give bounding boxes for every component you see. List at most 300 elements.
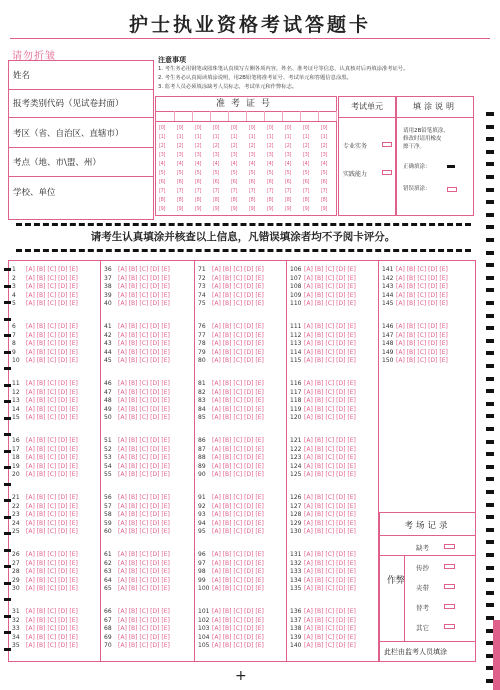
answer-bubbles[interactable]: [A] [B] [C] [D] [E] — [26, 454, 78, 462]
answer-bubbles[interactable]: [A] [B] [C] [D] [E] — [118, 511, 170, 519]
question-row[interactable] — [104, 471, 170, 478]
exam-number-bubble[interactable]: [2] — [213, 143, 220, 149]
answer-bubbles[interactable]: [A] [B] [C] [D] [E] — [118, 274, 170, 282]
answer-bubbles[interactable]: [A] [B] [C] [D] [E] — [118, 454, 170, 462]
question-row[interactable] — [104, 494, 170, 501]
question-row[interactable] — [12, 520, 78, 527]
exam-number-bubble[interactable]: [2] — [177, 143, 184, 149]
answer-bubbles[interactable]: [A] [B] [C] [D] [E] — [118, 348, 170, 356]
question-row[interactable] — [104, 520, 170, 527]
answer-bubbles[interactable]: [A] [B] [C] [D] [E] — [212, 291, 264, 299]
question-row[interactable] — [104, 551, 170, 558]
exam-number-bubble[interactable]: [0] — [249, 125, 256, 131]
question-row[interactable] — [12, 266, 78, 273]
answer-bubbles[interactable]: [A] [B] [C] [D] [E] — [304, 331, 356, 339]
answer-bubbles[interactable]: [A] [B] [C] [D] [E] — [26, 608, 78, 615]
question-row[interactable] — [12, 406, 78, 413]
absent-bubble[interactable] — [444, 544, 455, 549]
question-row[interactable] — [290, 446, 356, 453]
answer-bubbles[interactable]: [A] [B] [C] [D] [E] — [212, 331, 264, 339]
question-row[interactable] — [104, 634, 170, 641]
question-row[interactable] — [12, 323, 78, 330]
answer-bubbles[interactable]: [A] [B] [C] [D] [E] — [118, 380, 170, 387]
exam-number-bubble[interactable]: [9] — [267, 206, 274, 212]
answer-bubbles[interactable]: [A] [B] [C] [D] [E] — [304, 291, 356, 299]
answer-bubbles[interactable]: [A] [B] [C] [D] [E] — [304, 633, 356, 641]
answer-bubbles[interactable]: [A] [B] [C] [D] [E] — [304, 528, 356, 536]
question-row[interactable] — [382, 275, 448, 282]
question-row[interactable] — [104, 292, 170, 299]
question-row[interactable] — [12, 608, 78, 615]
answer-bubbles[interactable]: [A] [B] [C] [D] [E] — [304, 502, 356, 510]
question-row[interactable] — [198, 608, 264, 615]
question-row[interactable] — [198, 454, 264, 461]
question-row[interactable] — [290, 357, 356, 364]
answer-bubbles[interactable]: [A] [B] [C] [D] [E] — [304, 397, 356, 405]
answer-bubbles[interactable]: [A] [B] [C] [D] [E] — [396, 323, 448, 330]
question-row[interactable] — [382, 357, 448, 364]
exam-number-bubble[interactable]: [3] — [303, 152, 310, 158]
answer-bubbles[interactable]: [A] [B] [C] [D] [E] — [304, 559, 356, 567]
answer-bubbles[interactable]: [A] [B] [C] [D] [E] — [26, 283, 78, 291]
answer-bubbles[interactable]: [A] [B] [C] [D] [E] — [26, 576, 78, 584]
exam-number-bubble[interactable]: [2] — [195, 143, 202, 149]
question-row[interactable] — [290, 503, 356, 510]
question-row[interactable] — [12, 300, 78, 307]
exam-number-bubble[interactable]: [5] — [267, 170, 274, 176]
answer-bubbles[interactable]: [A] [B] [C] [D] [E] — [26, 388, 78, 396]
question-row[interactable] — [198, 380, 264, 387]
answer-bubbles[interactable]: [A] [B] [C] [D] [E] — [212, 445, 264, 453]
answer-bubbles[interactable]: [A] [B] [C] [D] [E] — [304, 348, 356, 356]
answer-bubbles[interactable]: [A] [B] [C] [D] [E] — [26, 397, 78, 405]
answer-bubbles[interactable]: [A] [B] [C] [D] [E] — [396, 283, 448, 291]
exam-number-bubble[interactable]: [1] — [249, 134, 256, 140]
question-row[interactable] — [290, 300, 356, 307]
question-row[interactable] — [104, 463, 170, 470]
question-row[interactable] — [290, 634, 356, 641]
question-row[interactable] — [290, 528, 356, 535]
answer-bubbles[interactable]: [A] [B] [C] [D] [E] — [26, 357, 78, 365]
question-row[interactable] — [290, 437, 356, 444]
cheat-notes-bubble[interactable] — [444, 584, 455, 589]
answer-bubbles[interactable]: [A] [B] [C] [D] [E] — [212, 274, 264, 282]
question-row[interactable] — [290, 511, 356, 518]
answer-bubbles[interactable]: [A] [B] [C] [D] [E] — [304, 266, 356, 273]
answer-bubbles[interactable]: [A] [B] [C] [D] [E] — [304, 551, 356, 558]
question-row[interactable] — [12, 437, 78, 444]
exam-number-bubble[interactable]: [3] — [159, 152, 166, 158]
exam-number-cell[interactable] — [300, 111, 319, 121]
answer-bubbles[interactable]: [A] [B] [C] [D] [E] — [396, 340, 448, 348]
answer-bubbles[interactable]: [A] [B] [C] [D] [E] — [212, 454, 264, 462]
exam-number-cell[interactable] — [282, 111, 301, 121]
answer-bubbles[interactable]: [A] [B] [C] [D] [E] — [118, 445, 170, 453]
question-row[interactable] — [198, 577, 264, 584]
answer-bubbles[interactable]: [A] [B] [C] [D] [E] — [26, 340, 78, 348]
question-row[interactable] — [104, 332, 170, 339]
answer-bubbles[interactable]: [A] [B] [C] [D] [E] — [212, 568, 264, 576]
answer-bubbles[interactable]: [A] [B] [C] [D] [E] — [26, 462, 78, 470]
question-row[interactable] — [104, 349, 170, 356]
exam-number-bubble[interactable]: [8] — [303, 197, 310, 203]
question-row[interactable] — [198, 520, 264, 527]
exam-number-bubble[interactable]: [9] — [285, 206, 292, 212]
question-row[interactable] — [198, 349, 264, 356]
question-row[interactable] — [198, 283, 264, 290]
answer-bubbles[interactable]: [A] [B] [C] [D] [E] — [304, 323, 356, 330]
answer-bubbles[interactable]: [A] [B] [C] [D] [E] — [212, 462, 264, 470]
answer-bubbles[interactable]: [A] [B] [C] [D] [E] — [212, 437, 264, 444]
answer-bubbles[interactable]: [A] [B] [C] [D] [E] — [304, 380, 356, 387]
question-row[interactable] — [104, 503, 170, 510]
question-row[interactable] — [382, 340, 448, 347]
answer-bubbles[interactable]: [A] [B] [C] [D] [E] — [26, 502, 78, 510]
exam-number-bubble[interactable]: [8] — [177, 197, 184, 203]
exam-number-bubble[interactable]: [8] — [195, 197, 202, 203]
answer-bubbles[interactable]: [A] [B] [C] [D] [E] — [212, 414, 264, 422]
exam-number-bubble[interactable]: [6] — [159, 179, 166, 185]
exam-number-bubble[interactable]: [9] — [321, 206, 328, 212]
exam-number-bubble[interactable]: [3] — [249, 152, 256, 158]
exam-number-bubble[interactable]: [5] — [231, 170, 238, 176]
question-row[interactable] — [12, 397, 78, 404]
exam-number-bubble[interactable]: [5] — [159, 170, 166, 176]
exam-number-bubble[interactable]: [2] — [303, 143, 310, 149]
question-row[interactable] — [198, 625, 264, 632]
question-row[interactable] — [290, 577, 356, 584]
answer-bubbles[interactable]: [A] [B] [C] [D] [E] — [212, 625, 264, 633]
exam-number-bubble[interactable]: [2] — [249, 143, 256, 149]
answer-bubbles[interactable]: [A] [B] [C] [D] [E] — [118, 551, 170, 558]
cheat-substitute-bubble[interactable] — [444, 604, 455, 609]
answer-bubbles[interactable]: [A] [B] [C] [D] [E] — [396, 291, 448, 299]
question-row[interactable] — [198, 471, 264, 478]
question-row[interactable] — [104, 568, 170, 575]
question-row[interactable] — [198, 406, 264, 413]
exam-number-bubble[interactable]: [6] — [321, 179, 328, 185]
answer-bubbles[interactable]: [A] [B] [C] [D] [E] — [26, 300, 78, 308]
exam-number-bubble[interactable]: [6] — [177, 179, 184, 185]
exam-number-bubble[interactable]: [5] — [321, 170, 328, 176]
answer-bubbles[interactable]: [A] [B] [C] [D] [E] — [26, 274, 78, 282]
answer-bubbles[interactable]: [A] [B] [C] [D] [E] — [26, 437, 78, 444]
question-row[interactable] — [198, 292, 264, 299]
exam-number-bubble[interactable]: [2] — [231, 143, 238, 149]
answer-bubbles[interactable]: [A] [B] [C] [D] [E] — [212, 300, 264, 308]
answer-bubbles[interactable]: [A] [B] [C] [D] [E] — [212, 357, 264, 365]
answer-bubbles[interactable]: [A] [B] [C] [D] [E] — [396, 300, 448, 308]
question-row[interactable] — [104, 266, 170, 273]
exam-number-bubble[interactable]: [4] — [267, 161, 274, 167]
question-row[interactable] — [104, 617, 170, 624]
question-row[interactable] — [104, 511, 170, 518]
question-row[interactable] — [382, 300, 448, 307]
answer-bubbles[interactable]: [A] [B] [C] [D] [E] — [212, 519, 264, 527]
exam-number-bubble[interactable]: [9] — [249, 206, 256, 212]
answer-bubbles[interactable]: [A] [B] [C] [D] [E] — [118, 585, 170, 593]
answer-bubbles[interactable]: [A] [B] [C] [D] [E] — [26, 471, 78, 479]
answer-bubbles[interactable]: [A] [B] [C] [D] [E] — [26, 511, 78, 519]
question-row[interactable] — [198, 397, 264, 404]
exam-number-bubble[interactable]: [9] — [195, 206, 202, 212]
question-row[interactable] — [12, 340, 78, 347]
answer-bubbles[interactable]: [A] [B] [C] [D] [E] — [118, 462, 170, 470]
exam-number-bubble[interactable]: [4] — [321, 161, 328, 167]
exam-number-bubble[interactable]: [1] — [195, 134, 202, 140]
answer-bubbles[interactable]: [A] [B] [C] [D] [E] — [26, 331, 78, 339]
question-row[interactable] — [104, 560, 170, 567]
exam-number-bubble[interactable]: [5] — [177, 170, 184, 176]
question-row[interactable] — [104, 446, 170, 453]
exam-number-bubble[interactable]: [8] — [285, 197, 292, 203]
question-row[interactable] — [12, 332, 78, 339]
answer-bubbles[interactable]: [A] [B] [C] [D] [E] — [26, 616, 78, 624]
exam-number-bubble[interactable]: [4] — [285, 161, 292, 167]
exam-number-bubble[interactable]: [0] — [213, 125, 220, 131]
question-row[interactable] — [290, 283, 356, 290]
question-row[interactable] — [198, 642, 264, 649]
answer-bubbles[interactable]: [A] [B] [C] [D] [E] — [212, 511, 264, 519]
question-row[interactable] — [198, 323, 264, 330]
unit-professional-bubble[interactable] — [382, 142, 392, 147]
question-row[interactable] — [104, 625, 170, 632]
exam-number-bubble[interactable]: [8] — [231, 197, 238, 203]
question-row[interactable] — [290, 349, 356, 356]
answer-bubbles[interactable]: [A] [B] [C] [D] [E] — [26, 568, 78, 576]
answer-bubbles[interactable]: [A] [B] [C] [D] [E] — [212, 585, 264, 593]
answer-bubbles[interactable]: [A] [B] [C] [D] [E] — [26, 323, 78, 330]
answer-bubbles[interactable]: [A] [B] [C] [D] [E] — [304, 454, 356, 462]
exam-number-bubble[interactable]: [1] — [231, 134, 238, 140]
exam-number-bubble[interactable]: [1] — [177, 134, 184, 140]
question-row[interactable] — [12, 414, 78, 421]
answer-bubbles[interactable]: [A] [B] [C] [D] [E] — [118, 266, 170, 273]
answer-bubbles[interactable]: [A] [B] [C] [D] [E] — [212, 323, 264, 330]
exam-number-bubble[interactable]: [4] — [159, 161, 166, 167]
answer-bubbles[interactable]: [A] [B] [C] [D] [E] — [304, 519, 356, 527]
answer-bubbles[interactable]: [A] [B] [C] [D] [E] — [304, 576, 356, 584]
exam-number-bubble[interactable]: [8] — [159, 197, 166, 203]
question-row[interactable] — [104, 437, 170, 444]
answer-bubbles[interactable]: [A] [B] [C] [D] [E] — [26, 405, 78, 413]
exam-number-bubble[interactable]: [0] — [231, 125, 238, 131]
question-row[interactable] — [12, 494, 78, 501]
question-row[interactable] — [12, 283, 78, 290]
question-row[interactable] — [12, 463, 78, 470]
exam-number-bubble[interactable]: [0] — [159, 125, 166, 131]
exam-number-bubble[interactable]: [2] — [159, 143, 166, 149]
question-row[interactable] — [198, 332, 264, 339]
question-row[interactable] — [104, 323, 170, 330]
exam-number-bubble[interactable]: [6] — [249, 179, 256, 185]
question-row[interactable] — [12, 511, 78, 518]
question-row[interactable] — [104, 577, 170, 584]
exam-number-bubble[interactable]: [9] — [159, 206, 166, 212]
question-row[interactable] — [104, 300, 170, 307]
answer-bubbles[interactable]: [A] [B] [C] [D] [E] — [118, 414, 170, 422]
answer-bubbles[interactable]: [A] [B] [C] [D] [E] — [26, 414, 78, 422]
question-row[interactable] — [198, 275, 264, 282]
exam-number-bubble[interactable]: [8] — [267, 197, 274, 203]
question-row[interactable] — [198, 528, 264, 535]
exam-number-bubble[interactable]: [9] — [231, 206, 238, 212]
question-row[interactable] — [382, 266, 448, 273]
question-row[interactable] — [198, 266, 264, 273]
answer-bubbles[interactable]: [A] [B] [C] [D] [E] — [396, 274, 448, 282]
answer-bubbles[interactable]: [A] [B] [C] [D] [E] — [212, 608, 264, 615]
answer-bubbles[interactable]: [A] [B] [C] [D] [E] — [118, 323, 170, 330]
question-row[interactable] — [104, 528, 170, 535]
question-row[interactable] — [382, 283, 448, 290]
exam-number-bubble[interactable]: [6] — [231, 179, 238, 185]
question-row[interactable] — [198, 437, 264, 444]
question-row[interactable] — [198, 511, 264, 518]
answer-bubbles[interactable]: [A] [B] [C] [D] [E] — [396, 266, 448, 273]
answer-bubbles[interactable]: [A] [B] [C] [D] [E] — [26, 380, 78, 387]
question-row[interactable] — [12, 560, 78, 567]
question-row[interactable] — [104, 275, 170, 282]
question-row[interactable] — [12, 471, 78, 478]
cheat-other-bubble[interactable] — [444, 624, 455, 629]
exam-number-bubble[interactable]: [3] — [177, 152, 184, 158]
question-row[interactable] — [198, 560, 264, 567]
answer-bubbles[interactable]: [A] [B] [C] [D] [E] — [118, 471, 170, 479]
exam-number-bubble[interactable]: [7] — [267, 188, 274, 194]
question-row[interactable] — [290, 332, 356, 339]
exam-number-bubble[interactable]: [4] — [249, 161, 256, 167]
exam-number-bubble[interactable]: [7] — [285, 188, 292, 194]
answer-bubbles[interactable]: [A] [B] [C] [D] [E] — [212, 380, 264, 387]
question-row[interactable] — [198, 503, 264, 510]
answer-bubbles[interactable]: [A] [B] [C] [D] [E] — [26, 559, 78, 567]
question-row[interactable] — [290, 266, 356, 273]
question-row[interactable] — [290, 568, 356, 575]
answer-bubbles[interactable]: [A] [B] [C] [D] [E] — [304, 274, 356, 282]
question-row[interactable] — [290, 560, 356, 567]
question-row[interactable] — [198, 446, 264, 453]
question-row[interactable] — [12, 446, 78, 453]
exam-number-bubble[interactable]: [4] — [231, 161, 238, 167]
answer-bubbles[interactable]: [A] [B] [C] [D] [E] — [118, 397, 170, 405]
answer-bubbles[interactable]: [A] [B] [C] [D] [E] — [118, 528, 170, 536]
answer-bubbles[interactable]: [A] [B] [C] [D] [E] — [212, 502, 264, 510]
question-row[interactable] — [12, 577, 78, 584]
answer-bubbles[interactable]: [A] [B] [C] [D] [E] — [118, 519, 170, 527]
question-row[interactable] — [12, 380, 78, 387]
answer-bubbles[interactable]: [A] [B] [C] [D] [E] — [212, 388, 264, 396]
exam-number-bubble[interactable]: [7] — [213, 188, 220, 194]
cheat-copy-bubble[interactable] — [444, 564, 455, 569]
question-row[interactable] — [198, 617, 264, 624]
answer-bubbles[interactable]: [A] [B] [C] [D] [E] — [304, 437, 356, 444]
answer-bubbles[interactable]: [A] [B] [C] [D] [E] — [304, 616, 356, 624]
question-row[interactable] — [290, 454, 356, 461]
question-row[interactable] — [104, 642, 170, 649]
answer-bubbles[interactable]: [A] [B] [C] [D] [E] — [212, 528, 264, 536]
exam-number-bubble[interactable]: [5] — [195, 170, 202, 176]
exam-number-bubble[interactable]: [6] — [195, 179, 202, 185]
answer-bubbles[interactable]: [A] [B] [C] [D] [E] — [118, 568, 170, 576]
question-row[interactable] — [12, 454, 78, 461]
question-row[interactable] — [198, 414, 264, 421]
answer-bubbles[interactable]: [A] [B] [C] [D] [E] — [118, 357, 170, 365]
question-row[interactable] — [104, 283, 170, 290]
answer-bubbles[interactable]: [A] [B] [C] [D] [E] — [118, 576, 170, 584]
question-row[interactable] — [104, 380, 170, 387]
question-row[interactable] — [104, 389, 170, 396]
answer-bubbles[interactable]: [A] [B] [C] [D] [E] — [212, 348, 264, 356]
question-row[interactable] — [12, 357, 78, 364]
exam-number-bubble[interactable]: [2] — [285, 143, 292, 149]
exam-number-bubble[interactable]: [0] — [177, 125, 184, 131]
exam-number-cell[interactable] — [210, 111, 229, 121]
question-row[interactable] — [198, 300, 264, 307]
exam-number-bubble[interactable]: [1] — [321, 134, 328, 140]
answer-bubbles[interactable]: [A] [B] [C] [D] [E] — [212, 551, 264, 558]
question-row[interactable] — [290, 551, 356, 558]
question-row[interactable] — [12, 568, 78, 575]
answer-bubbles[interactable]: [A] [B] [C] [D] [E] — [212, 633, 264, 641]
answer-bubbles[interactable]: [A] [B] [C] [D] [E] — [212, 471, 264, 479]
answer-bubbles[interactable]: [A] [B] [C] [D] [E] — [26, 551, 78, 558]
question-row[interactable] — [198, 357, 264, 364]
exam-number-bubble[interactable]: [8] — [321, 197, 328, 203]
answer-bubbles[interactable]: [A] [B] [C] [D] [E] — [26, 642, 78, 650]
answer-bubbles[interactable]: [A] [B] [C] [D] [E] — [304, 445, 356, 453]
answer-bubbles[interactable]: [A] [B] [C] [D] [E] — [396, 331, 448, 339]
exam-number-cell[interactable] — [264, 111, 283, 121]
answer-bubbles[interactable]: [A] [B] [C] [D] [E] — [118, 502, 170, 510]
answer-bubbles[interactable]: [A] [B] [C] [D] [E] — [304, 494, 356, 501]
answer-bubbles[interactable]: [A] [B] [C] [D] [E] — [26, 633, 78, 641]
question-row[interactable] — [290, 406, 356, 413]
question-row[interactable] — [12, 642, 78, 649]
exam-number-bubble[interactable]: [3] — [231, 152, 238, 158]
exam-number-bubble[interactable]: [6] — [213, 179, 220, 185]
question-row[interactable] — [104, 414, 170, 421]
exam-number-bubble[interactable]: [8] — [213, 197, 220, 203]
exam-number-bubble[interactable]: [4] — [303, 161, 310, 167]
exam-number-bubble[interactable]: [7] — [159, 188, 166, 194]
question-row[interactable] — [290, 642, 356, 649]
question-row[interactable] — [104, 406, 170, 413]
answer-bubbles[interactable]: [A] [B] [C] [D] [E] — [118, 300, 170, 308]
answer-bubbles[interactable]: [A] [B] [C] [D] [E] — [304, 642, 356, 650]
question-row[interactable] — [290, 397, 356, 404]
question-row[interactable] — [382, 332, 448, 339]
question-row[interactable] — [290, 414, 356, 421]
question-row[interactable] — [290, 323, 356, 330]
answer-bubbles[interactable]: [A] [B] [C] [D] [E] — [26, 445, 78, 453]
exam-number-bubble[interactable]: [5] — [285, 170, 292, 176]
answer-bubbles[interactable]: [A] [B] [C] [D] [E] — [26, 519, 78, 527]
answer-bubbles[interactable]: [A] [B] [C] [D] [E] — [118, 616, 170, 624]
question-row[interactable] — [290, 340, 356, 347]
answer-bubbles[interactable]: [A] [B] [C] [D] [E] — [118, 625, 170, 633]
answer-bubbles[interactable]: [A] [B] [C] [D] [E] — [212, 559, 264, 567]
exam-number-bubble[interactable]: [1] — [267, 134, 274, 140]
exam-number-bubble[interactable]: [6] — [267, 179, 274, 185]
exam-number-cell[interactable] — [192, 111, 211, 121]
answer-bubbles[interactable]: [A] [B] [C] [D] [E] — [26, 528, 78, 536]
exam-number-bubble[interactable]: [3] — [267, 152, 274, 158]
unit-practice-bubble[interactable] — [382, 170, 392, 175]
answer-bubbles[interactable]: [A] [B] [C] [D] [E] — [118, 405, 170, 413]
question-row[interactable] — [290, 585, 356, 592]
answer-bubbles[interactable]: [A] [B] [C] [D] [E] — [212, 340, 264, 348]
answer-bubbles[interactable]: [A] [B] [C] [D] [E] — [26, 494, 78, 501]
